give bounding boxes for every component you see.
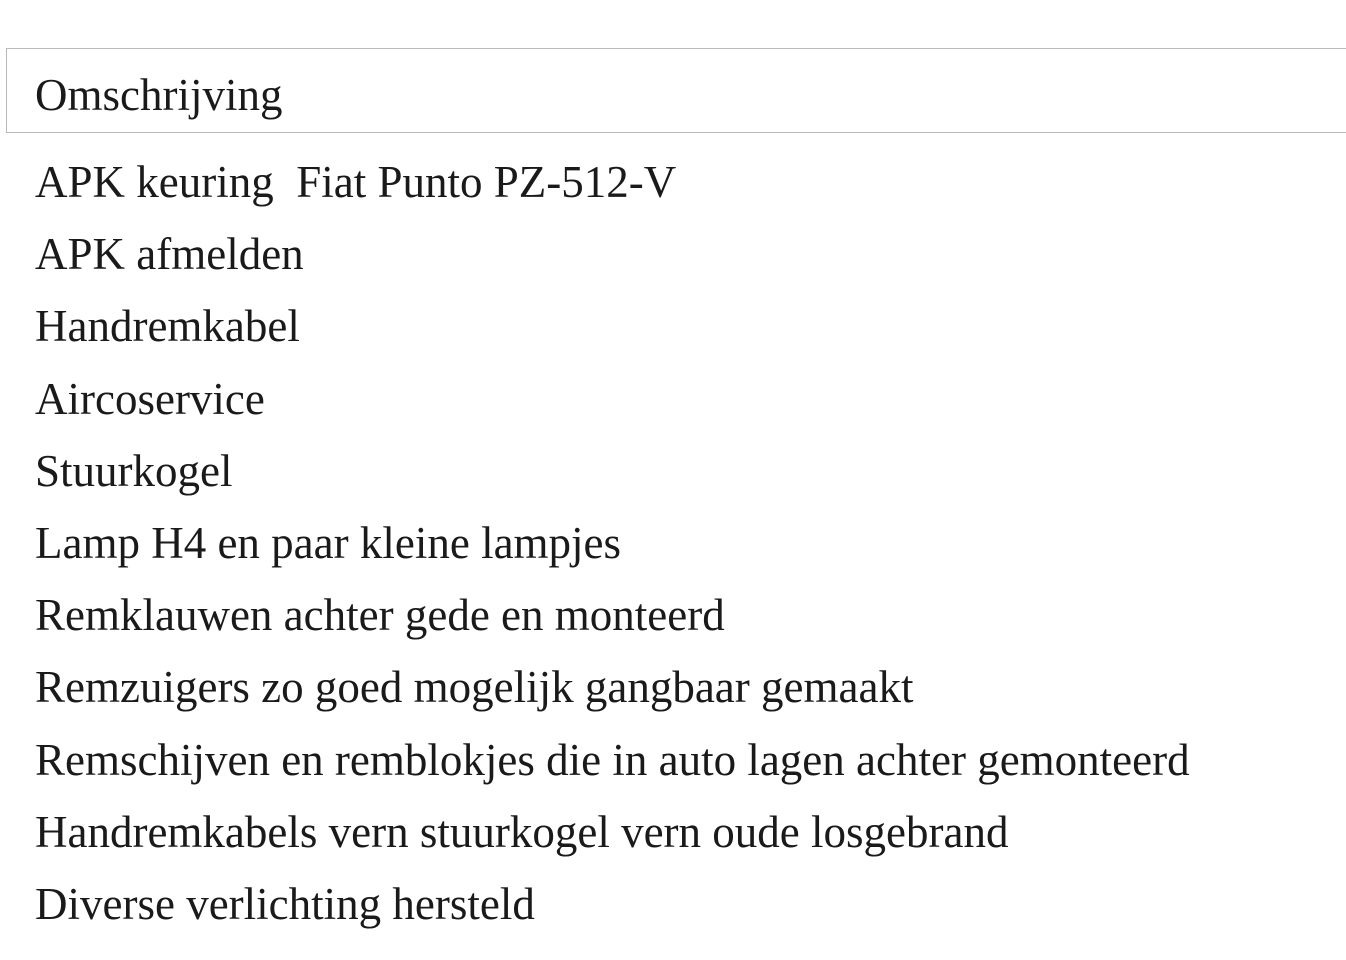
list-item: Remklauwen achter gede en monteerd [35,590,725,641]
list-item: Diverse verlichting hersteld [35,878,535,929]
list-item: APK afmelden [35,229,304,280]
list-item: Remzuigers zo goed mogelijk gangbaar gemaakt [35,662,914,713]
list-item: Lamp H4 en paar kleine lampjes [35,517,622,568]
list-item: Handremkabel [35,301,300,352]
list-item: APK keuring Fiat Punto PZ-512-V [35,157,677,207]
description-list [35,151,1190,945]
column-header-label: Omschrijving [35,70,283,120]
list-item: Remschijven en remblokjes die in auto lagen achter gemonteerd [35,734,1190,785]
list-item: Aircoservice [35,373,265,424]
list-item: Handremkabels vern stuurkogel vern oude losgebrand [35,806,1009,857]
column-header [6,48,1346,133]
list-item: Stuurkogel [35,445,233,496]
